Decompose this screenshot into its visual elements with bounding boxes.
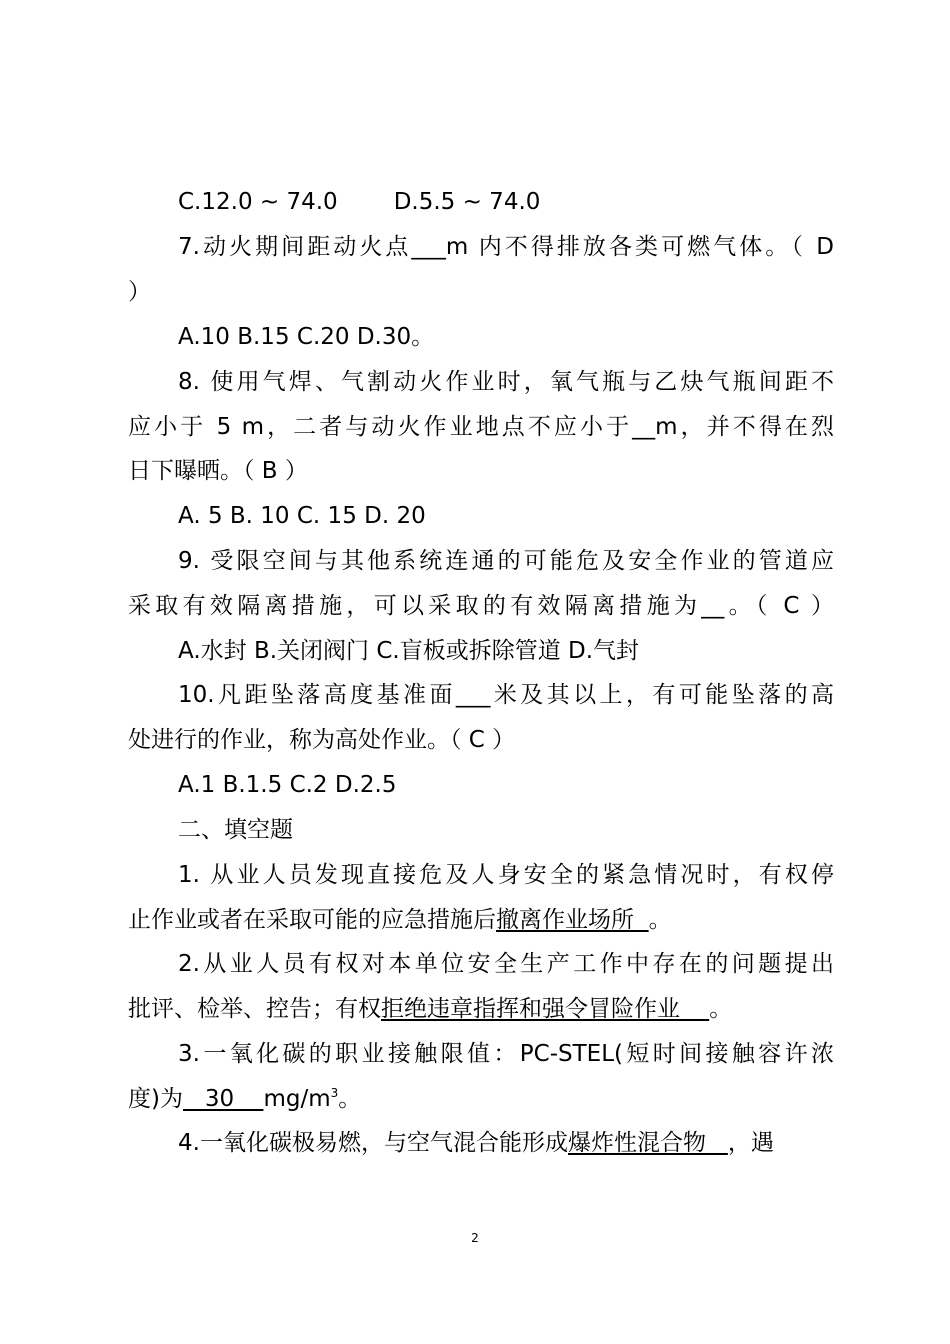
question-8-answer: 日下曝晒。（ B ） [128, 458, 308, 484]
question-8: 8. 使用气焊、气割动火作业时，氧气瓶与乙炔气瓶间距不 [178, 369, 834, 395]
question-9: 9. 受限空间与其他系统连通的可能危及安全作业的管道应 [178, 548, 834, 574]
question-9-options: A.水封 B.关闭阀门 C.盲板或拆除管道 D.气封 [178, 638, 640, 664]
question-9-continuation: 采取有效隔离措施，可以采取的有效隔离措施为__。（ C ） [128, 593, 834, 619]
punctuation: 。 [709, 996, 733, 1022]
question-7-options: A.10 B.15 C.20 D.30。 [178, 324, 435, 350]
fill-question-2-text: 批评、检举、控告；有权 [128, 996, 381, 1022]
question-7: 7.动火期间距动火点___m 内不得排放各类可燃气体。（ D [178, 234, 834, 260]
fill-question-4-tail: ，遇 [727, 1130, 774, 1156]
question-7-continuation: ） [128, 279, 151, 305]
fill-answer-3: 30 [182, 1086, 264, 1112]
punctuation: 。 [338, 1086, 362, 1112]
question-10-continuation: 处进行的作业，称为高处作业。（ C ） [128, 727, 516, 753]
unit-superscript: 3 [330, 1086, 339, 1100]
fill-question-3: 3.一氧化碳的职业接触限值：PC-STEL(短时间接触容许浓 [178, 1041, 834, 1067]
fill-question-3-continuation [128, 1084, 834, 1114]
answer-options-line [178, 187, 834, 217]
option-d-text: D.5.5 ~ 74.0 [393, 189, 541, 215]
unit-text: mg/m [263, 1086, 331, 1112]
page-number: 2 [471, 1231, 479, 1245]
fill-question-4-text: 4.一氧化碳极易燃，与空气混合能形成 [178, 1130, 568, 1156]
question-8-continuation: 应小于 5 m，二者与动火作业地点不应小于__m，并不得在烈 [128, 414, 834, 440]
fill-question-3-text: 度)为 [128, 1086, 183, 1112]
question-8-options: A. 5 B. 10 C. 15 D. 20 [178, 503, 426, 529]
fill-answer-2: 拒绝违章指挥和强令冒险作业 [381, 996, 710, 1022]
punctuation: 。 [648, 907, 672, 933]
fill-answer-4: 爆炸性混合物 [567, 1130, 728, 1156]
fill-question-1: 1. 从业人员发现直接危及人身安全的紧急情况时，有权停 [178, 862, 834, 888]
question-10: 10.凡距坠落高度基准面___米及其以上，有可能坠落的高 [178, 682, 834, 708]
question-10-options: A.1 B.1.5 C.2 D.2.5 [178, 772, 397, 798]
fill-question-1-continuation [128, 905, 834, 935]
fill-answer-1: 撤离作业场所 [496, 907, 649, 933]
fill-question-2: 2.从业人员有权对本单位安全生产工作中存在的问题提出 [178, 951, 834, 977]
fill-question-2-continuation [128, 994, 834, 1024]
option-c-text: C.12.0 ~ 74.0 [178, 189, 338, 215]
section-heading: 二、填空题 [178, 817, 293, 843]
fill-question-1-text: 止作业或者在采取可能的应急措施后 [128, 907, 496, 933]
fill-question-4 [178, 1128, 834, 1158]
